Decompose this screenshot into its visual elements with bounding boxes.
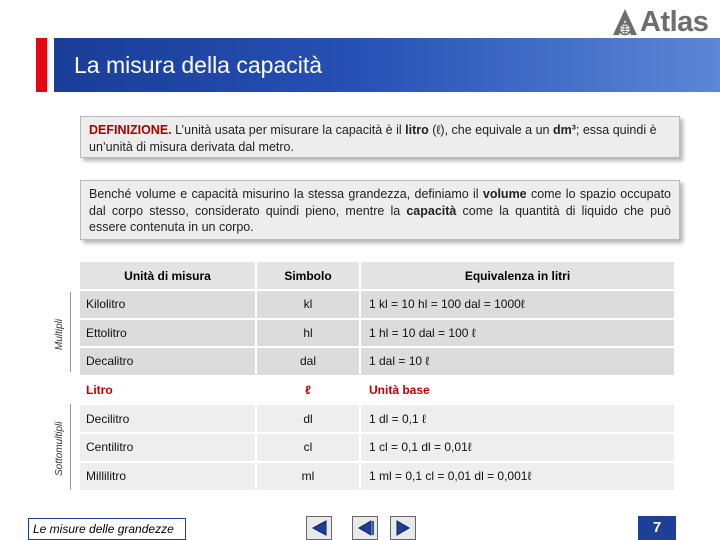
info-text-1: Benché volume e capacità misurino la stessa grandezza, definiamo il	[89, 187, 483, 201]
first-page-icon	[309, 519, 329, 537]
header-symbol: Simbolo	[256, 262, 360, 290]
unit-cell: Litro	[80, 376, 256, 405]
atlas-logo-text: Atlas	[640, 6, 709, 38]
equivalence-cell: 1 hl = 10 dal = 100 ℓ	[360, 319, 675, 348]
unit-cell: Millilitro	[80, 462, 256, 491]
unit-cell: Decalitro	[80, 347, 256, 376]
info-volume: volume	[482, 187, 527, 201]
symbol-cell: dal	[256, 347, 360, 376]
definition-text-2: (ℓ), che equivale a un	[428, 123, 553, 137]
symbol-cell: ml	[256, 462, 360, 491]
multipli-divider	[70, 292, 71, 372]
table-row	[80, 433, 675, 462]
equivalence-cell: 1 dal = 10 ℓ	[360, 347, 675, 376]
unit-cell: Centilitro	[80, 433, 256, 462]
equivalence-cell: 1 ml = 0,1 cl = 0,01 dl = 0,001ℓ	[360, 462, 675, 491]
table-row	[80, 462, 675, 491]
previous-page-icon	[355, 519, 375, 537]
info-text-2: come lo spazio occupato dal corpo stesso, considerato quindi pieno, mentre la	[89, 187, 671, 218]
symbol-cell: dl	[256, 404, 360, 433]
sottomultipli-divider	[70, 404, 71, 490]
definition-litro: litro	[405, 123, 429, 137]
atlas-globe-icon	[612, 8, 638, 36]
definition-box	[80, 116, 680, 158]
next-page-icon	[393, 519, 413, 537]
table-row	[80, 347, 675, 376]
definition-text-3: ; essa quindi è un’unità di misura derivata dal metro.	[89, 123, 657, 154]
table-row	[80, 290, 675, 319]
header-equivalence: Equivalenza in litri	[360, 262, 675, 290]
title-band	[54, 38, 720, 92]
section-label[interactable]: Le misure delle grandezze	[28, 518, 186, 540]
sottomultipli-label: Sottomultipli	[54, 421, 65, 476]
definition-dm3: dm³	[552, 123, 576, 137]
equivalence-cell: 1 cl = 0,1 dl = 0,01ℓ	[360, 433, 675, 462]
page-number: 7	[638, 516, 676, 540]
next-page-button[interactable]	[390, 516, 416, 540]
capacity-units-table	[80, 262, 676, 490]
header-unit: Unità di misura	[80, 262, 256, 290]
table-row	[80, 404, 675, 433]
info-box	[80, 180, 680, 240]
definition-text-1: L’unità usata per misurare la capacità è il	[171, 123, 406, 137]
symbol-cell: ℓ	[256, 376, 360, 405]
multipli-label: Multipli	[54, 318, 65, 350]
symbol-cell: cl	[256, 433, 360, 462]
unit-cell: Decilitro	[80, 404, 256, 433]
page-title: La misura della capacità	[74, 52, 323, 78]
atlas-logo	[612, 6, 708, 38]
equivalence-cell: 1 dl = 0,1 ℓ	[360, 404, 675, 433]
info-text-3: come la quantità di liquido che può essere contenuta in un corpo.	[89, 203, 671, 234]
unit-cell: Ettolitro	[80, 319, 256, 348]
equivalence-cell: Unità base	[360, 376, 675, 405]
accent-bar	[36, 38, 47, 92]
symbol-cell: hl	[256, 319, 360, 348]
unit-cell: Kilolitro	[80, 290, 256, 319]
previous-page-button[interactable]	[352, 516, 378, 540]
equivalence-cell: 1 kl = 10 hl = 100 dal = 1000ℓ	[360, 290, 675, 319]
symbol-cell: kl	[256, 290, 360, 319]
definition-keyword: DEFINIZIONE.	[89, 123, 172, 137]
table-header-row	[80, 262, 675, 290]
table-row	[80, 319, 675, 348]
first-page-button[interactable]	[306, 516, 332, 540]
info-capacita: capacità	[406, 203, 457, 218]
table-row-base-unit	[80, 376, 675, 405]
